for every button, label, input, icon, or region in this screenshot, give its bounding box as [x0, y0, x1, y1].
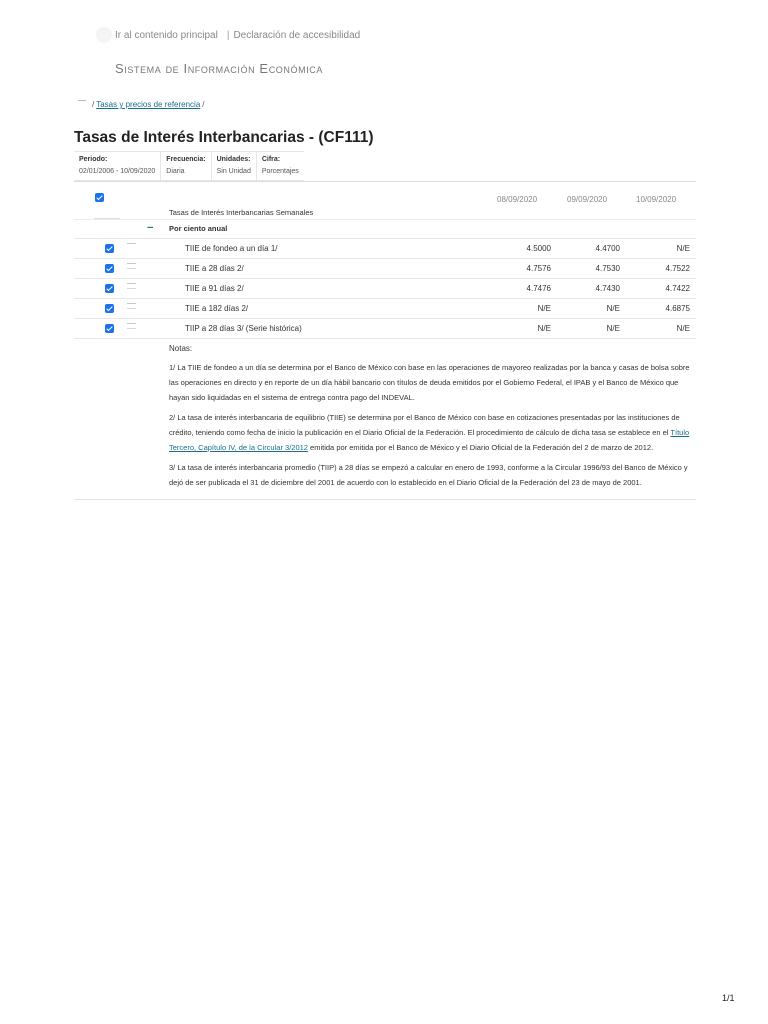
group-title: Tasas de Interés Interbancarias Semanales [169, 208, 314, 217]
table-header-row [74, 182, 696, 220]
note-3: 3/ La tasa de interés interbancaria promedio (TIIP) a 28 días se empezó a calcular en enero de 1993, conforme a la Circular 1996/93 del Banco de México y dejó de ser publicada el 31 de diciembre del 2001 de acuerdo con lo establecido en el Diario Oficial de la Federación del 23 de mayo de 2001. [169, 463, 688, 487]
meta-value: Porcentajes [261, 168, 299, 175]
series-metadata [74, 151, 304, 181]
accessibility-statement-link[interactable]: Declaración de accesibilidad [233, 29, 361, 41]
meta-value: Diaria [166, 168, 185, 175]
meta-value: Sin Unidad [216, 168, 251, 175]
series-value: 4.7422 [665, 284, 690, 293]
series-value: 4.6875 [665, 304, 690, 313]
breadcrumb-separator: / [202, 100, 205, 109]
meta-frecuencia [161, 152, 211, 180]
series-value: 4.7576 [526, 264, 551, 273]
table-row [74, 319, 696, 339]
skip-focus-circle [96, 27, 112, 43]
series-label: TIIP a 28 días 3/ (Serie histórica) [185, 324, 302, 333]
skip-separator: | [226, 29, 230, 41]
chart-toggle-icon[interactable] [127, 263, 136, 269]
series-value: 4.7476 [526, 284, 551, 293]
column-date: 08/09/2020 [497, 195, 538, 204]
series-value: N/E [676, 244, 690, 253]
series-value: 4.7522 [665, 264, 690, 273]
notes-section [74, 339, 696, 500]
table-row [74, 279, 696, 299]
series-label: TIIE de fondeo a un día 1/ [185, 244, 278, 253]
collapse-minus-icon[interactable]: − [147, 222, 154, 234]
note-2-text: emitida por emitida por el Banco de México y el Diario Oficial de la Federación del 2 de marzo de 2012. [307, 443, 654, 452]
meta-label: Frecuencia: [166, 156, 206, 163]
breadcrumb-home-link[interactable] [78, 100, 86, 102]
page-title: Tasas de Interés Interbancarias - (CF111) [74, 129, 374, 146]
note-2-text: 2/ La tasa de interés interbancaria de equilibrio (TIIE) se determina por el Banco de México con base en cotizaciones presentadas por las instituciones de crédito, teniendo como fecha de inicio la publicación en el Diario Oficial de la Federación. El procedimiento de cálculo de dicha tasa se establece en el [169, 413, 680, 437]
subgroup-row [74, 220, 696, 239]
series-value: N/E [676, 324, 690, 333]
table-row [74, 299, 696, 319]
series-value: N/E [606, 304, 620, 313]
series-value: N/E [537, 304, 551, 313]
breadcrumb [78, 100, 205, 109]
series-value: N/E [537, 324, 551, 333]
note-1: 1/ La TIIE de fondeo a un día se determina por el Banco de México con base en las operaciones de mayoreo realizadas por la banca y casas de bolsa sobre las operaciones en directo y en reporte de un día hábil bancario con títulos de deuda emitidos por el Gobierno Federal, el IPAB y el Banco de México que hayan sido liquidadas en el sistema de entrega contra pago del INDEVAL. [169, 363, 690, 402]
series-value: 4.7530 [595, 264, 620, 273]
breadcrumb-link-tasas[interactable]: Tasas y precios de referencia [96, 100, 201, 109]
series-label: TIIE a 182 días 2/ [185, 304, 249, 313]
meta-cifra [257, 152, 304, 180]
column-date: 10/09/2020 [636, 195, 677, 204]
meta-periodo [74, 152, 161, 180]
circular-link[interactable]: Título Tercero, Capítulo IV, de la Circular 3/2012 [169, 428, 690, 452]
table-row [74, 239, 696, 259]
skip-links-bar [96, 27, 360, 43]
series-table [74, 181, 696, 500]
subgroup-label: Por ciento anual [169, 224, 228, 233]
row-checkbox[interactable] [105, 264, 114, 273]
chart-toggle-icon[interactable] [127, 283, 136, 289]
page-number: 1/1 [722, 993, 735, 1003]
column-date: 09/09/2020 [567, 195, 608, 204]
series-value: 4.4700 [595, 244, 620, 253]
series-label: TIIE a 91 días 2/ [185, 284, 244, 293]
row-checkbox[interactable] [105, 304, 114, 313]
breadcrumb-separator: / [92, 100, 95, 109]
skip-to-main-link[interactable]: Ir al contenido principal [115, 29, 218, 41]
chart-toggle-icon[interactable] [127, 243, 136, 244]
series-value: 4.5000 [526, 244, 551, 253]
row-checkbox[interactable] [105, 244, 114, 253]
notes-label: Notas: [169, 344, 193, 353]
note-2 [169, 410, 694, 455]
meta-value: 02/01/2006 - 10/09/2020 [79, 168, 156, 175]
meta-label: Cifra: [261, 156, 281, 163]
row-checkbox[interactable] [105, 324, 114, 333]
series-label: TIIE a 28 días 2/ [185, 264, 244, 273]
row-checkbox[interactable] [105, 284, 114, 293]
select-all-checkbox[interactable] [95, 193, 104, 202]
chart-toggle-icon[interactable] [127, 323, 136, 329]
chart-toggle-icon[interactable] [127, 303, 136, 309]
series-value: 4.7430 [595, 284, 620, 293]
meta-unidades [212, 152, 257, 180]
series-value: N/E [606, 324, 620, 333]
table-row [74, 259, 696, 279]
site-title[interactable]: Sistema de Información Económica [115, 61, 323, 76]
group-divider [94, 218, 120, 219]
meta-label: Unidades: [216, 156, 251, 163]
meta-label: Periodo: [79, 156, 108, 163]
